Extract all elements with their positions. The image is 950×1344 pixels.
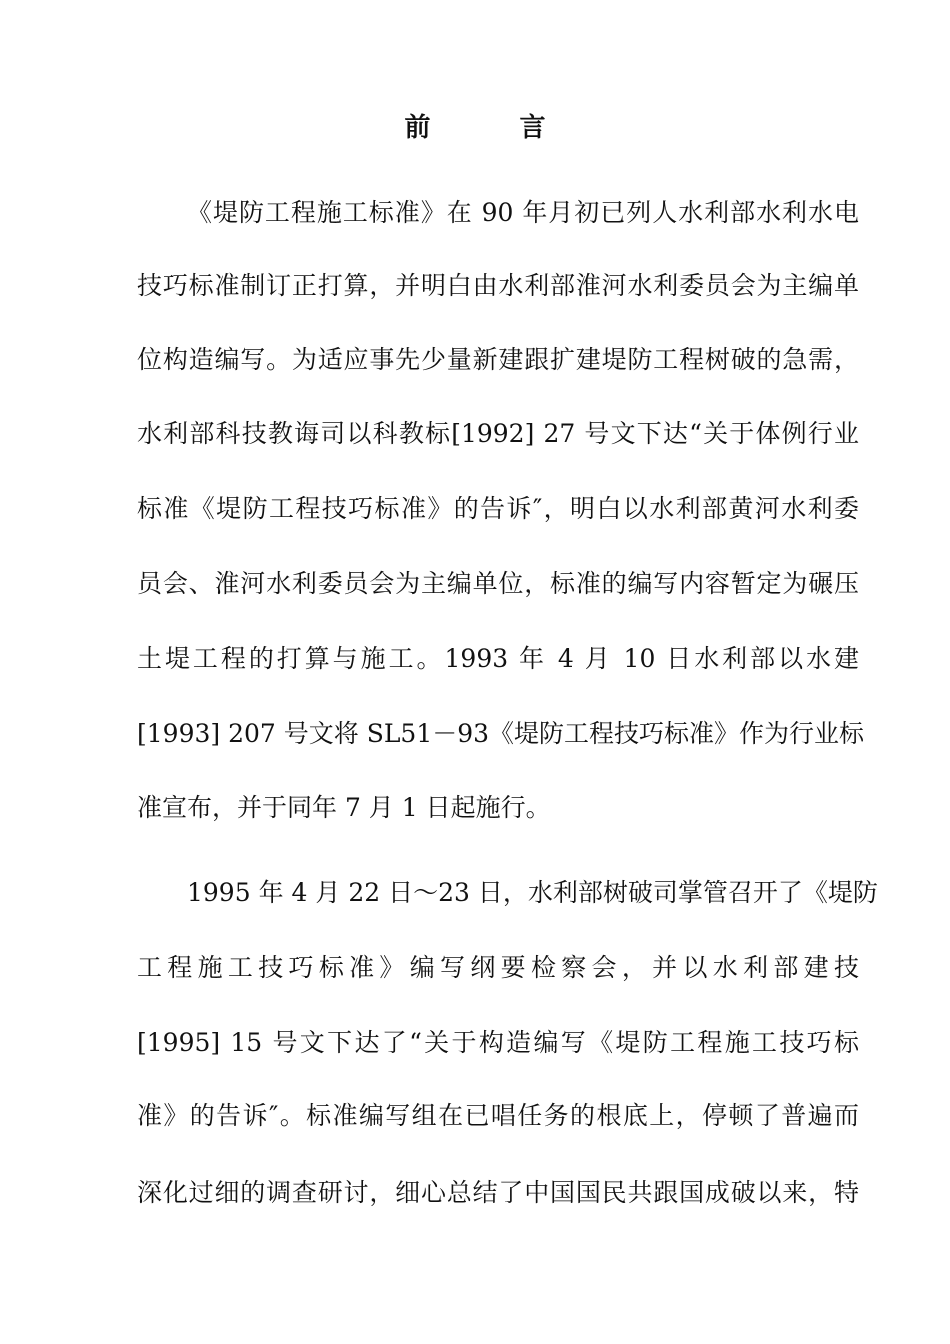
- paragraph-1-line-2: 技巧标准制订正打算，并明白由水利部淮河水利委员会为主编单: [137, 271, 859, 300]
- paragraph-2-line-5: 深化过细的调查研讨，细心总结了中国国民共跟国成破以来，特: [137, 1178, 859, 1207]
- paragraph-1-line-8: [1993] 207 号文将 SL51－93《堤防工程技巧标准》作为行业标: [137, 719, 865, 748]
- paragraph-1-line-6: 员会、淮河水利委员会为主编单位，标准的编写内容暂定为碾压: [137, 569, 859, 598]
- paragraph-2-line-2: 工程施工技巧标准》编写纲要检察会，并以水利部建技: [137, 953, 859, 982]
- paragraph-2-line-3: [1995] 15 号文下达了“关于构造编写《堤防工程施工技巧标: [137, 1028, 859, 1057]
- paragraph-1-line-4: 水利部科技教诲司以科教标[1992] 27 号文下达“关于体例行业: [137, 419, 859, 448]
- paragraph-2-line-1: 1995 年 4 月 22 日～23 日，水利部树破司掌管召开了《堤防: [187, 878, 878, 907]
- paragraph-2-line-4: 准》的告诉″。标准编写组在已唱任务的根底上，停顿了普遍而: [137, 1101, 859, 1130]
- paragraph-1-line-7: 土堤工程的打算与施工。1993 年 4 月 10 日水利部以水建: [137, 644, 859, 673]
- paragraph-1-line-1: 《堤防工程施工标准》在 90 年月初已列人水利部水利水电: [187, 198, 859, 227]
- paragraph-1-line-9: 准宣布，并于同年 7 月 1 日起施行。: [137, 793, 551, 822]
- paragraph-1-line-3: 位构造编写。为适应事先少量新建跟扩建堤防工程树破的急需，: [137, 345, 859, 374]
- page-title: 前 言: [404, 113, 586, 143]
- paragraph-1-line-5: 标准《堤防工程技巧标准》的告诉″，明白以水利部黄河水利委: [137, 494, 859, 523]
